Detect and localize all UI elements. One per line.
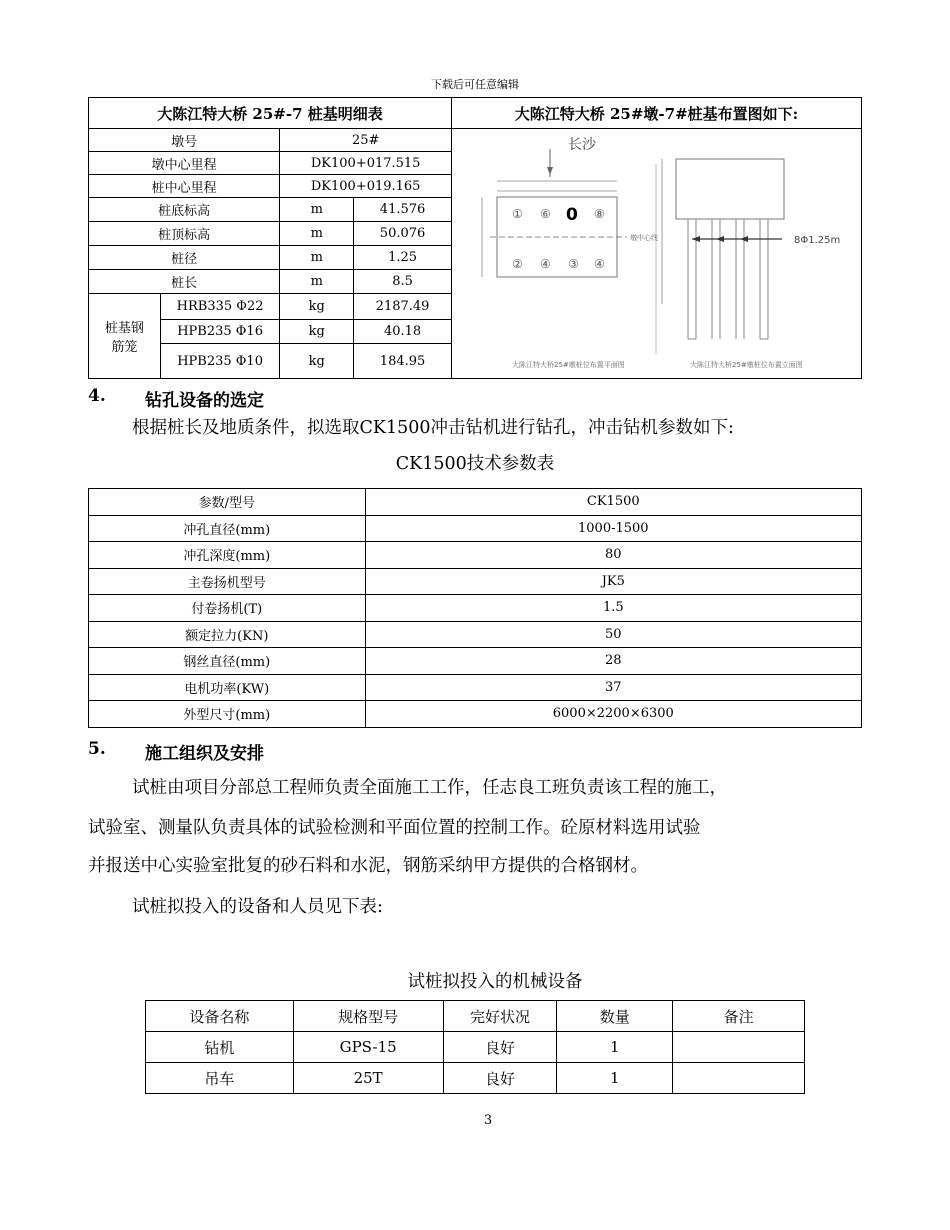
section5-paragraph-line1: 试桩由项目分部总工程师负责全面施工工作，任志良工班负责该工程的施工， — [132, 778, 727, 798]
param-value: 37 — [365, 674, 861, 701]
pile-row-label: 桩顶标高 — [89, 222, 280, 246]
param-value: CK1500 — [365, 489, 861, 516]
page-header: 下载后可任意编辑 — [431, 78, 519, 91]
table-header-row — [146, 1001, 805, 1032]
param-name: 钢丝直径(mm) — [89, 648, 366, 675]
pile-row-label: 桩中心里程 — [89, 175, 280, 198]
column-header: 完好状况 — [443, 1001, 557, 1032]
param-name: 冲孔直径(mm) — [89, 515, 366, 542]
rebar-unit: kg — [280, 320, 354, 344]
section5-title: 施工组织及安排 — [145, 744, 264, 764]
rebar-spec: HRB335 Φ22 — [160, 294, 280, 320]
table-cell: 1 — [557, 1063, 673, 1094]
page-number: 3 — [483, 1113, 493, 1128]
ck1500-parameter-table — [88, 488, 862, 728]
pile-row-value: 8.5 — [354, 270, 452, 294]
rebar-spec: HPB235 Φ16 — [160, 320, 280, 344]
pile-row-label: 桩长 — [89, 270, 280, 294]
table-row — [89, 674, 862, 701]
param-name: 额定拉力(KN) — [89, 621, 366, 648]
table-row — [146, 1032, 805, 1063]
pile-marker: ③ — [568, 257, 580, 271]
pile-row-unit: m — [280, 222, 354, 246]
pile-row-value: 1.25 — [354, 246, 452, 270]
param-value: 50 — [365, 621, 861, 648]
pile-row-unit: m — [280, 246, 354, 270]
rebar-value: 184.95 — [354, 344, 452, 379]
param-value: JK5 — [365, 568, 861, 595]
section5-paragraph2: 试桩拟投入的设备和人员见下表: — [132, 897, 383, 917]
table-row — [89, 542, 862, 569]
pile-drawing-title: 大陈江特大桥 25#墩-7#桩基布置图如下: — [451, 98, 861, 129]
pile-row-label: 桩底标高 — [89, 198, 280, 222]
pile-marker: ④ — [540, 257, 552, 271]
pile-row-label: 桩径 — [89, 246, 280, 270]
table-cell: 吊车 — [146, 1063, 294, 1094]
section4-title: 钻孔设备的选定 — [145, 391, 264, 411]
pile-marker: ② — [512, 257, 524, 271]
rebar-unit: kg — [280, 294, 354, 320]
center-line-label: 墩中心线 — [630, 234, 659, 242]
param-value: 6000×2200×6300 — [365, 701, 861, 728]
rebar-value: 40.18 — [354, 320, 452, 344]
rebar-unit: kg — [280, 344, 354, 379]
pile-marker: ⑧ — [594, 207, 606, 221]
table-cell — [673, 1063, 805, 1094]
table-cell: 1 — [557, 1032, 673, 1063]
table-row — [146, 1063, 805, 1094]
pile-marker: ⑥ — [540, 207, 552, 221]
section4-number: 4. — [88, 386, 106, 406]
table-cell: GPS-15 — [293, 1032, 443, 1063]
param-name: 参数/型号 — [89, 489, 366, 516]
table-cell: 良好 — [443, 1063, 557, 1094]
pile-row-value: DK100+019.165 — [280, 175, 452, 198]
table-row — [89, 648, 862, 675]
section5-paragraph-line2: 试验室、测量队负责具体的试验检测和平面位置的控制工作。砼原材料选用试验 — [88, 818, 701, 838]
pile-row-label: 墩号 — [89, 129, 280, 152]
pile-row-value: 50.076 — [354, 222, 452, 246]
param-value: 1000-1500 — [365, 515, 861, 542]
table-row — [89, 621, 862, 648]
rebar-spec: HPB235 Φ10 — [160, 344, 280, 379]
table-cell — [673, 1032, 805, 1063]
param-name: 外型尺寸(mm) — [89, 701, 366, 728]
table-cell: 钻机 — [146, 1032, 294, 1063]
table-row — [89, 489, 862, 516]
elevation-caption: 大陈江特大桥25#墩桩位布置立面图 — [690, 361, 804, 369]
param-name: 电机功率(KW) — [89, 674, 366, 701]
table-cell: 25T — [293, 1063, 443, 1094]
pile-row-unit: m — [280, 270, 354, 294]
pile-marker: ① — [512, 207, 524, 221]
pile-table-title: 大陈江特大桥 25#-7 桩基明细表 — [89, 98, 452, 129]
direction-label: 长沙 — [568, 137, 597, 153]
table-row — [89, 701, 862, 728]
pile-marker-selected: 0 — [566, 205, 579, 225]
pile-row-value: 25# — [280, 129, 452, 152]
column-header: 规格型号 — [293, 1001, 443, 1032]
pile-row-value: DK100+017.515 — [280, 152, 452, 175]
section5-number: 5. — [88, 739, 106, 759]
plan-caption: 大陈江特大桥25#墩桩位布置平面图 — [512, 361, 626, 369]
column-header: 设备名称 — [146, 1001, 294, 1032]
equipment-table — [145, 1000, 805, 1094]
pile-detail-table — [88, 97, 862, 379]
pile-row-label: 墩中心里程 — [89, 152, 280, 175]
rebar-group-label: 桩基钢筋笼 — [89, 294, 161, 379]
param-value: 28 — [365, 648, 861, 675]
param-name: 冲孔深度(mm) — [89, 542, 366, 569]
column-header: 备注 — [673, 1001, 805, 1032]
pile-row-value: 41.576 — [354, 198, 452, 222]
ck-table-caption: CK1500技术参数表 — [395, 454, 555, 474]
param-value: 80 — [365, 542, 861, 569]
pile-layout-svg — [452, 129, 860, 374]
section4-paragraph: 根据桩长及地质条件，拟选取CK1500冲击钻机进行钻孔，冲击钻机参数如下: — [132, 418, 734, 438]
column-header: 数量 — [557, 1001, 673, 1032]
section5-paragraph-line3: 并报送中心实验室批复的砂石料和水泥，钢筋采纳甲方提供的合格钢材。 — [88, 856, 648, 876]
equipment-table-caption: 试桩拟投入的机械设备 — [407, 972, 583, 992]
pile-dimension-label: 8Φ1.25m — [794, 235, 841, 246]
pile-row-unit: m — [280, 198, 354, 222]
rebar-value: 2187.49 — [354, 294, 452, 320]
table-row — [89, 515, 862, 542]
table-cell: 良好 — [443, 1032, 557, 1063]
table-row — [89, 595, 862, 622]
pile-marker: ④ — [594, 257, 606, 271]
pile-layout-drawing — [451, 129, 861, 379]
param-name: 主卷扬机型号 — [89, 568, 366, 595]
table-row — [89, 568, 862, 595]
param-value: 1.5 — [365, 595, 861, 622]
param-name: 付卷扬机(T) — [89, 595, 366, 622]
